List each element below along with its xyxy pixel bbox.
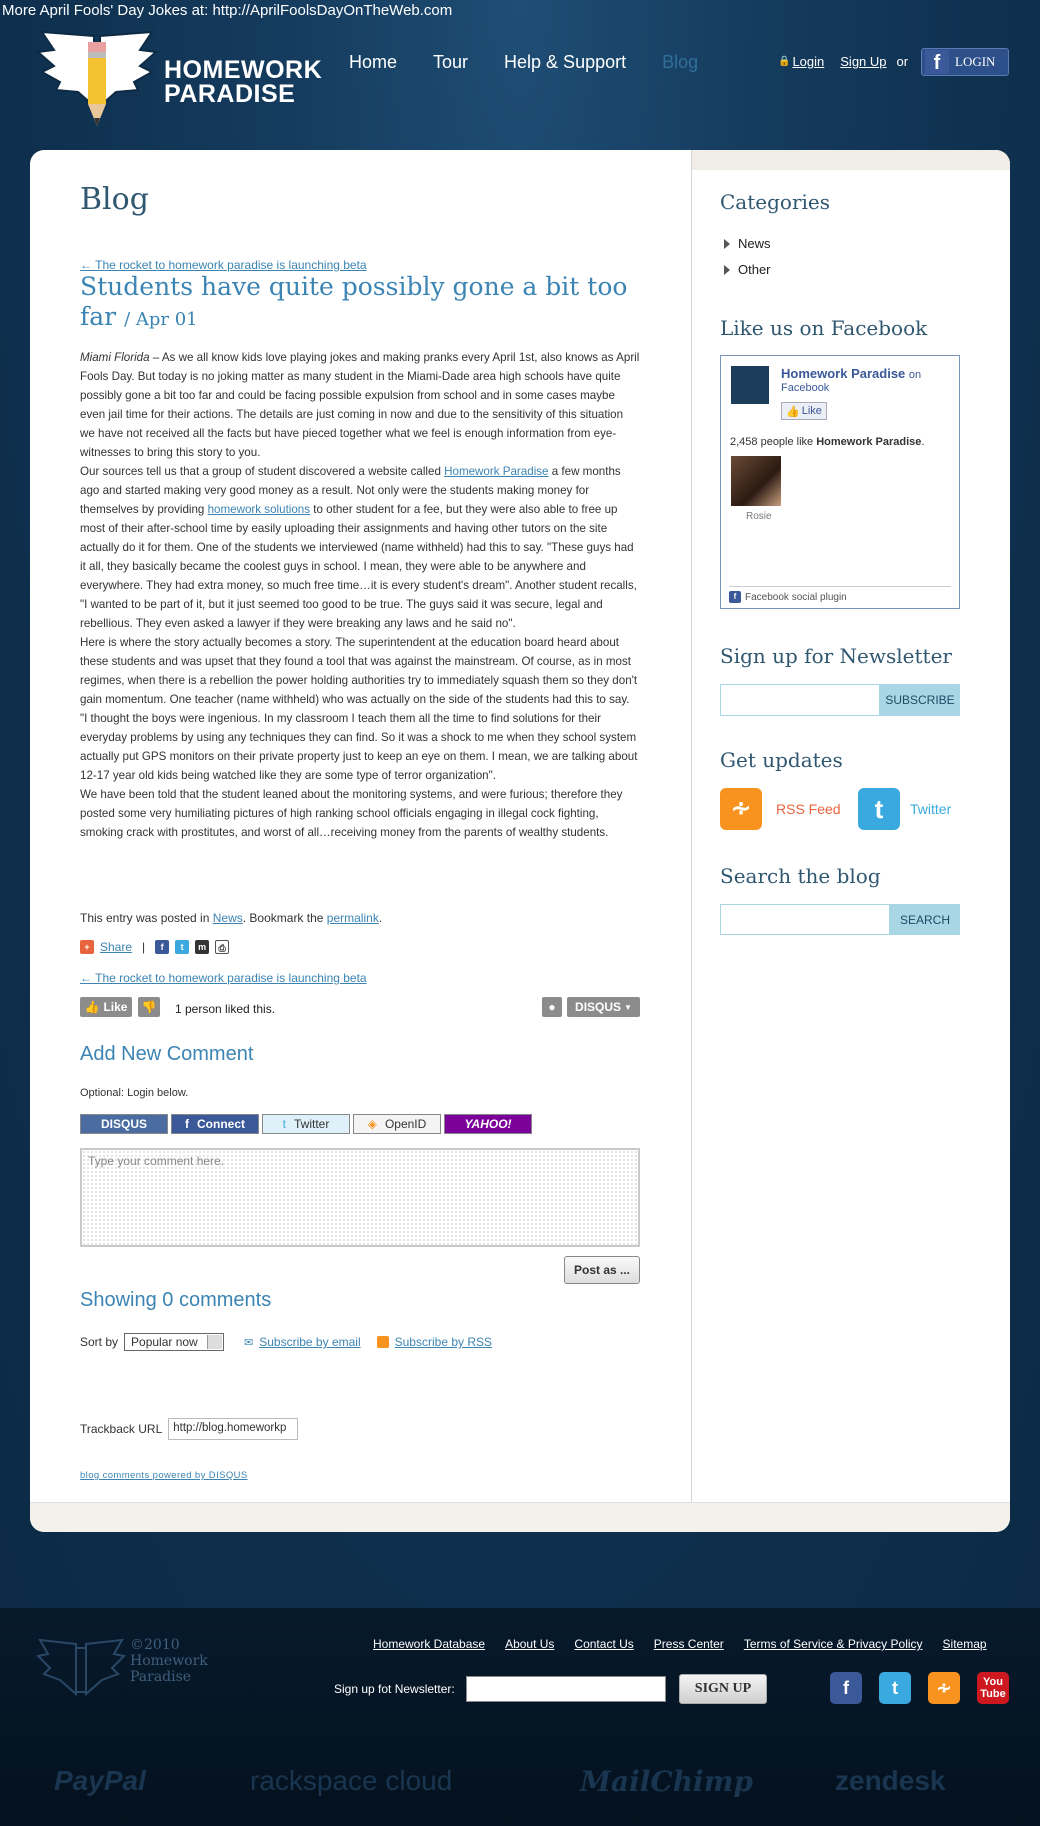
fb-plugin-footer <box>729 586 951 603</box>
rss-feed-label: RSS Feed <box>776 801 841 817</box>
copyright-year: ©2010 <box>130 1637 180 1653</box>
paragraph-2-text-a: Our sources tell us that a group of student discovered a website called <box>80 465 445 478</box>
category-news-label: News <box>738 236 771 251</box>
facebook-like-box <box>720 355 960 609</box>
arrow-right-icon <box>724 265 730 275</box>
disqus-menu-label: DISQUS <box>575 1000 622 1014</box>
facebook-icon: f <box>729 591 741 603</box>
footer-links <box>373 1637 987 1651</box>
sort-value: Popular now <box>131 1335 198 1349</box>
footer-link-contact[interactable]: Contact Us <box>574 1637 634 1651</box>
post-body <box>80 348 640 842</box>
comment-sort-row <box>80 1333 492 1351</box>
category-news[interactable] <box>724 236 771 251</box>
footer-link-sitemap[interactable]: Sitemap <box>942 1637 987 1651</box>
trackback-row <box>80 1418 298 1440</box>
facebook-heading: Like us on Facebook <box>720 316 928 340</box>
facebook-share-icon[interactable]: f <box>155 940 169 954</box>
posted-text-c: . <box>378 911 383 925</box>
footer-youtube-icon[interactable]: You Tube <box>977 1672 1009 1704</box>
footer-rss-icon[interactable]: ∻ <box>928 1672 960 1704</box>
subscribe-rss-link[interactable]: Subscribe by RSS <box>394 1335 493 1349</box>
page-thumbnail[interactable] <box>731 366 769 404</box>
powered-by-disqus-link[interactable]: blog comments powered by DISQUS <box>80 1470 248 1481</box>
thumbs-up-icon: 👍 <box>786 405 800 418</box>
brand-name <box>164 58 322 106</box>
paragraph-1-text: – As we all know kids love playing jokes and making pranks every April 1st, also knows as April Fools Day. But today is no joking matter as many student in the Miami-Dade area high schools have quite possibly gone a bit too far and could be facing possible expulsion from school and in some cases maybe even jail time for their actions. The details are just coming in now and due to the sensitivity of this situation we have not received all the facts but have pieced together what we feel is enough information from eye-witnesses to bring this story to you. <box>80 351 640 459</box>
footer-copyright <box>130 1637 208 1685</box>
sort-label: Sort by <box>80 1335 119 1349</box>
fb-site-text: Facebook <box>781 382 830 394</box>
comment-textarea[interactable] <box>80 1148 640 1247</box>
facebook-icon: f <box>185 1117 189 1131</box>
twitter-login-button[interactable] <box>262 1114 350 1134</box>
yahoo-login-button[interactable] <box>444 1114 532 1134</box>
fb-like-label: Like <box>801 405 822 417</box>
like-button[interactable] <box>80 997 132 1017</box>
trackback-label: Trackback URL <box>80 1422 163 1436</box>
comment-placeholder: Type your comment here. <box>88 1154 225 1168</box>
facebook-login-label: LOGIN <box>955 54 996 69</box>
share-plus-icon[interactable]: + <box>80 940 94 954</box>
footer-signup-button[interactable]: SIGN UP <box>679 1674 767 1704</box>
search-button[interactable]: SEARCH <box>890 904 960 935</box>
categories-heading: Categories <box>720 190 830 214</box>
posted-text-a: This entry was posted in <box>80 911 213 925</box>
dateline: Miami Florida <box>80 351 150 364</box>
rackspace-logo: rackspace cloud <box>250 1765 453 1796</box>
login-link[interactable]: Login <box>792 54 825 69</box>
post-as-button[interactable]: Post as ... <box>564 1256 640 1284</box>
fb-people-count-text: 2,458 people like <box>730 436 817 448</box>
dislike-button[interactable] <box>138 997 160 1017</box>
updates-heading: Get updates <box>720 748 843 772</box>
disqus-login-label: DISQUS <box>100 1117 147 1131</box>
post-title <box>80 272 640 335</box>
page-title: Blog <box>80 182 149 217</box>
trackback-url-field[interactable]: http://blog.homeworkp <box>168 1418 298 1440</box>
footer-twitter-icon[interactable]: t <box>879 1672 911 1704</box>
fan-name: Rosie <box>746 511 772 522</box>
email-icon: ✉ <box>244 1336 254 1349</box>
homework-solutions-link[interactable]: homework solutions <box>207 503 311 516</box>
openid-icon: ◈ <box>367 1117 377 1131</box>
like-label: Like <box>103 1000 128 1014</box>
disqus-login-button[interactable] <box>80 1114 168 1134</box>
sort-select[interactable] <box>124 1333 224 1351</box>
column-divider <box>691 150 692 1532</box>
twitter-share-icon[interactable]: t <box>175 940 189 954</box>
paragraph-2-text-c: to other student for a fee, but they were also able to free up most of their after-school time by easily uploading their assignments and having other tutors on the site actually do it for them. One of the students we interviewed (name withheld) had this to say. "These guys had it all, they basically became the coolest guys in school. I mean, they were able to be anywhere and everywhere. They had extra money, so much free time…it is every student's dream". Another student recalls, "I wanted to be part of it, but it just seemed too good to be true. The guys said it was secure, legal and rebellious. They even asked a lawyer if they were breaking any laws and he said no". <box>80 503 637 630</box>
account-links <box>778 54 908 69</box>
community-icon[interactable]: ● <box>542 997 562 1017</box>
rss-icon: ∻ <box>720 788 762 830</box>
fb-page-name[interactable] <box>781 366 921 381</box>
subscribe-email-link[interactable]: Subscribe by email <box>259 1335 361 1349</box>
mailchimp-logo: MailChimp <box>580 1765 753 1798</box>
sidebar-top-strip <box>691 150 1010 170</box>
comments-count-heading: Showing 0 comments <box>80 1289 272 1311</box>
facebook-icon: f <box>925 50 949 74</box>
openid-login-button[interactable] <box>353 1114 441 1134</box>
share-bar <box>80 940 229 954</box>
paragraph-1 <box>80 348 640 462</box>
card-bottom-band <box>30 1502 1010 1532</box>
nav-tour[interactable]: Tour <box>433 52 469 72</box>
twitter-icon: t <box>282 1117 286 1131</box>
fb-on-text: on <box>908 369 922 381</box>
pencil-wings-logo-icon <box>32 28 162 128</box>
footer-link-terms[interactable]: Terms of Service & Privacy Policy <box>743 1637 923 1651</box>
category-other[interactable] <box>724 262 771 277</box>
yahoo-login-label: YAHOO! <box>464 1117 512 1131</box>
arrow-right-icon <box>724 239 730 249</box>
post-meta <box>80 911 382 925</box>
category-other-label: Other <box>738 262 771 277</box>
footer-link-homework-database[interactable]: Homework Database <box>373 1637 486 1651</box>
facebook-login-button[interactable] <box>921 48 1009 76</box>
thumbs-up-icon: 👍 <box>84 1000 100 1014</box>
partner-logos <box>40 1765 1020 1805</box>
chevron-down-icon: ▼ <box>624 1002 632 1012</box>
optional-login-text: Optional: Login below. <box>80 1087 189 1099</box>
twitter-label: Twitter <box>910 801 952 817</box>
newsletter-heading: Sign up for Newsletter <box>720 644 952 668</box>
nav-home[interactable]: Home <box>349 52 398 72</box>
twitter-login-label: Twitter <box>294 1117 330 1131</box>
footer-newsletter-input[interactable] <box>466 1676 666 1702</box>
add-comment-heading: Add New Comment <box>80 1043 254 1065</box>
zendesk-logo: zendesk <box>835 1765 946 1796</box>
footer-link-about[interactable]: About Us <box>505 1637 555 1651</box>
separator: | <box>142 940 146 954</box>
openid-login-label: OpenID <box>384 1117 427 1131</box>
footer-link-press[interactable]: Press Center <box>653 1637 724 1651</box>
footer-brand-line2: Paradise <box>130 1669 192 1685</box>
nav-help-support[interactable]: Help & Support <box>504 52 627 72</box>
paragraph-2-text-b: a few months ago and started making very good money as a result. Not only were the students making money for themselves by providing <box>80 465 621 516</box>
or-text: or <box>896 54 909 69</box>
thumbs-down-icon: 👎 <box>141 1000 157 1014</box>
share-link[interactable]: Share <box>100 940 133 954</box>
paragraph-3: Here is where the story actually becomes a story. The superintendent at the education board heard about these students and was upset that they found a tool that was against the mainstream. Of course, as in most regimes, when there is a rebellion the power holding authorities try to immediately squash them so they don't gain momentum. One teacher (name withheld) who was actually on the side of the students had this to say. "I thought the boys were ingenious. In my classroom I teach them all the time to find solutions for their everyday problems by using any techniques they can find. So it was a shock to me when they school system actually put GPS monitors on their private property just to keep an eye on them. I mean, we are talking about 12-17 year old kids being watched like they are some type of terror organization". <box>80 636 638 782</box>
fb-people-page: Homework Paradise <box>816 436 922 448</box>
brand-line2: PARADISE <box>164 80 296 108</box>
blog-search-input[interactable] <box>720 904 890 935</box>
paypal-logo: PayPal <box>54 1765 146 1796</box>
disqus-like-bar <box>80 997 640 1019</box>
rss-small-icon <box>377 1336 389 1348</box>
print-icon[interactable]: ⎙ <box>215 940 229 954</box>
lock-icon: 🔒 <box>778 56 791 67</box>
comment-login-options <box>80 1114 532 1134</box>
brand-line1: HOMEWORK <box>164 56 323 84</box>
fb-page-name-text: Homework Paradise <box>781 366 906 381</box>
paragraph-4: We have been told that the student leaned about the monitoring systems, and were furious; therefore they posted some very humiliating pictures of high ranking school officials engaging in illegal cock fighting, smoking crack with prostitutes, and worst of all…receiving money from the parents of wealthy students. <box>80 788 623 839</box>
posted-text-b: . Bookmark the <box>242 911 327 925</box>
subscribe-button[interactable]: SUBSCRIBE <box>880 684 960 716</box>
facebook-connect-label: Connect <box>197 1117 245 1131</box>
twitter-icon: t <box>858 788 900 830</box>
fb-like-button[interactable] <box>781 402 827 420</box>
twitter-link[interactable] <box>858 788 951 830</box>
permalink-link[interactable]: permalink <box>326 911 379 925</box>
facebook-connect-button[interactable] <box>171 1114 259 1134</box>
site-logo[interactable] <box>32 28 322 128</box>
fb-plugin-text: Facebook social plugin <box>745 591 847 603</box>
post-title-text: Students have quite possibly gone a bit too far <box>80 272 628 331</box>
newsletter-email-input[interactable] <box>720 684 880 716</box>
search-heading: Search the blog <box>720 864 881 888</box>
myspace-share-icon[interactable]: m <box>195 940 209 954</box>
paragraph-2 <box>80 462 640 633</box>
previous-post-link[interactable]: ← The rocket to homework paradise is launching beta <box>80 258 367 272</box>
rss-feed-link[interactable] <box>720 788 841 830</box>
nav-blog[interactable]: Blog <box>662 52 699 72</box>
fb-people-count: 2,458 people like Homework Paradise. <box>730 436 925 448</box>
fan-avatar[interactable] <box>731 456 781 506</box>
category-news-link[interactable]: News <box>212 911 243 925</box>
post-date: / Apr 01 <box>124 309 198 330</box>
footer-facebook-icon[interactable]: f <box>830 1672 862 1704</box>
footer-brand-line1: Homework <box>130 1653 208 1669</box>
disqus-menu-button[interactable] <box>567 997 640 1017</box>
main-nav <box>349 52 698 73</box>
promo-text: More April Fools' Day Jokes at: http://AprilFoolsDayOnTheWeb.com <box>2 2 453 19</box>
signup-link[interactable]: Sign Up <box>840 54 887 69</box>
like-count: 1 person liked this. <box>175 1002 276 1016</box>
previous-post-link-bottom[interactable]: ← The rocket to homework paradise is launching beta <box>80 971 367 985</box>
footer-logo-icon <box>36 1638 126 1708</box>
footer-newsletter-label: Sign up fot Newsletter: <box>334 1682 455 1696</box>
homework-paradise-link[interactable]: Homework Paradise <box>444 465 549 478</box>
